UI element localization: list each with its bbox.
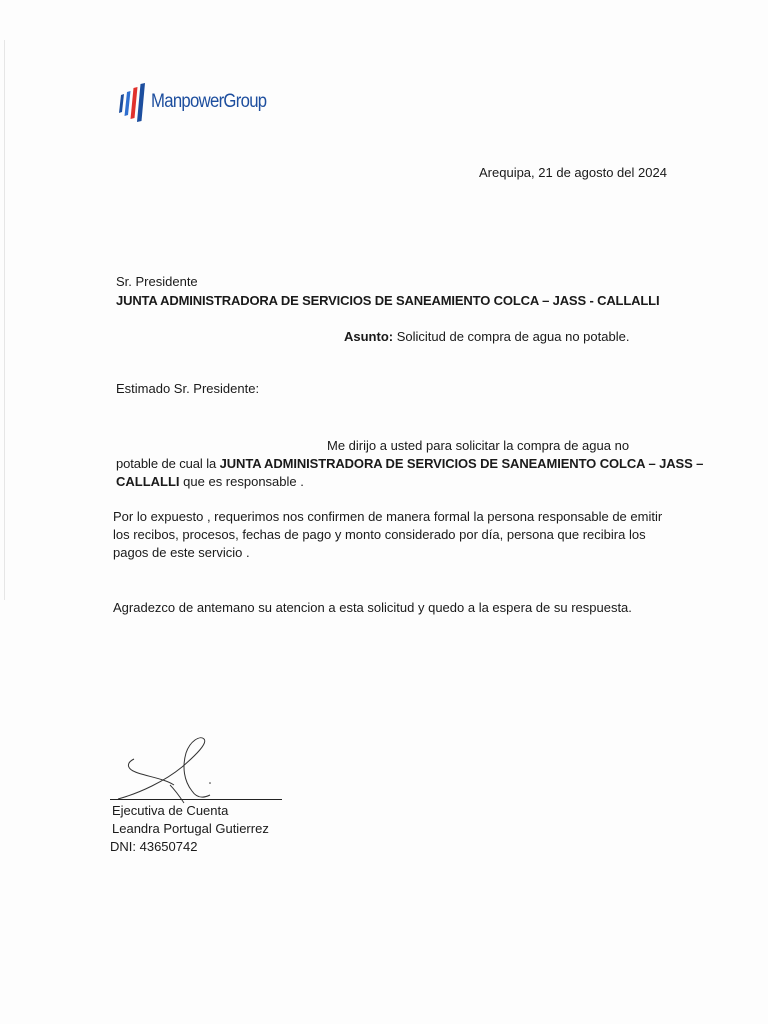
- signatory-name: Leandra Portugal Gutierrez: [112, 821, 269, 836]
- date-line: Arequipa, 21 de agosto del 2024: [479, 165, 667, 180]
- body-organization-name: JUNTA ADMINISTRADORA DE SERVICIOS DE SANEAMIENTO COLCA – JASS –: [219, 456, 704, 471]
- body-paragraph-1-line-2: [116, 455, 703, 473]
- logo-wordmark: ManpowerGroup: [151, 91, 267, 112]
- subject-line: [344, 328, 629, 346]
- subject-label: Asunto:: [344, 329, 394, 344]
- salutation: Estimado Sr. Presidente:: [116, 381, 260, 396]
- addressee-organization: JUNTA ADMINISTRADORA DE SERVICIOS DE SANEAMIENTO COLCA – JASS - CALLALLI: [116, 293, 660, 308]
- company-logo: [118, 82, 282, 122]
- subject-text: Solicitud de compra de agua no potable.: [393, 329, 630, 344]
- body-paragraph-2: Por lo expuesto , requerimos nos confirmen de manera formal la persona responsable de emitir los recibos, procesos, fechas de pago y monto considerado por día, persona que recibira los pagos de este servicio .: [113, 509, 663, 560]
- body-paragraph-3: Agradezco de antemano su atencion a esta solicitud y quedo a la espera de su respuesta.: [113, 600, 632, 615]
- signature-line: [110, 799, 282, 800]
- scan-edge-shadow: [4, 40, 5, 600]
- addressee-title: Sr. Presidente: [116, 274, 198, 289]
- body-organization-name-end: CALLALLI: [116, 474, 180, 489]
- signatory-id: DNI: 43650742: [110, 839, 198, 854]
- body-paragraph-1-line-1: Me dirijo a usted para solicitar la compra de agua no: [327, 438, 630, 453]
- body-text: potable de cual la: [116, 456, 220, 471]
- manpower-stripes-icon: [118, 82, 148, 122]
- body-paragraph-1-line-3: [116, 473, 304, 491]
- signatory-role: Ejecutiva de Cuenta: [112, 803, 229, 818]
- body-text: que es responsable .: [179, 474, 304, 489]
